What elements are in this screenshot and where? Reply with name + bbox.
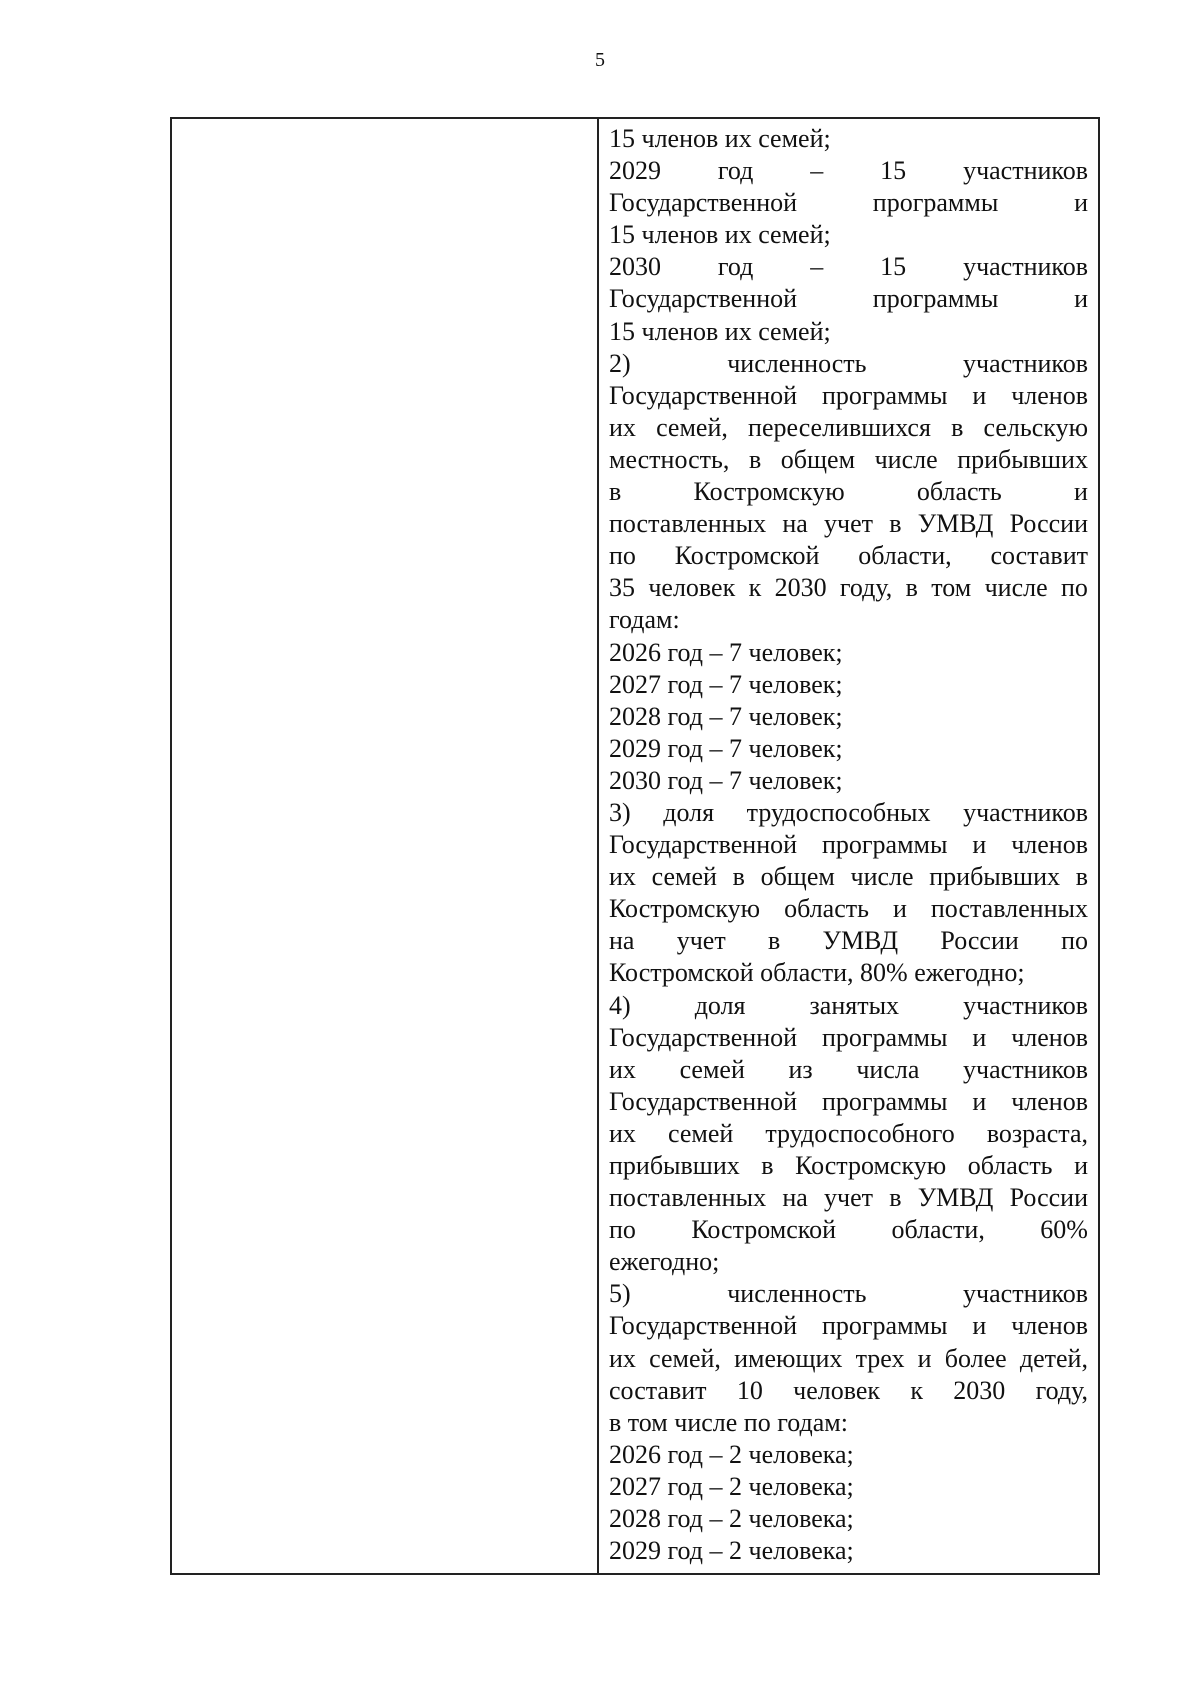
text-line [609,1278,1088,1310]
text-line: ежегодно; [609,1247,720,1277]
text-word: в [732,862,745,892]
text-word: семей, [649,1343,721,1373]
text-word: участников [963,1054,1088,1084]
text-line [609,540,1088,572]
text-line [609,1150,1088,1182]
text-line: 2029 год – 2 человека; [609,1536,854,1566]
text-word: членов [1011,1086,1088,1116]
text-line [609,1214,1088,1246]
text-word: Государственной [609,1022,798,1052]
text-word: на [609,926,635,956]
text-word: программы [821,1086,948,1116]
text-word: 2030 [953,1375,1006,1405]
text-word: и [972,1311,987,1341]
text-word: доля [694,990,746,1020]
text-word: детей, [1019,1343,1088,1373]
indicators-text [609,123,1088,1567]
text-word: к [910,1375,923,1405]
text-word: семей [651,862,717,892]
text-line [609,797,1088,829]
text-word: область [967,1151,1053,1180]
text-line [609,893,1088,925]
text-word: в [609,477,622,507]
text-word: численность [727,348,867,378]
text-line: 2029 год – 7 человек; [609,733,843,763]
text-line [609,1310,1088,1342]
text-word: имеющих [734,1343,843,1373]
text-line [609,412,1088,444]
text-line [609,1343,1088,1375]
text-word: Костромской [674,541,820,571]
text-word: и [1074,1151,1088,1180]
text-word: участников [963,348,1088,378]
text-word: на [782,1183,808,1213]
text-line [609,1182,1088,1214]
text-line [609,155,1088,187]
text-line [609,508,1088,540]
text-word: Государственной [609,188,798,218]
text-word: семей, [656,412,728,442]
text-word: по [1061,926,1088,956]
text-word: Государственной [609,830,798,860]
text-word: по [1061,573,1088,603]
text-line [609,861,1088,893]
text-word: году, [1035,1375,1088,1405]
text-word: участников [963,1279,1088,1309]
text-word: общем [780,444,856,474]
text-line [609,990,1088,1022]
text-word: 15 [880,252,907,282]
text-word: трудоспособного [765,1118,955,1148]
text-word: и [972,380,987,410]
text-word: России [1009,1183,1088,1213]
text-word: программы [821,380,948,410]
text-word: прибывших [957,444,1088,474]
text-word: их [609,1118,636,1148]
text-word: доля [663,797,715,827]
text-word: более [944,1343,1007,1373]
text-word: – [810,156,824,186]
text-word: области, [891,1215,985,1245]
text-line [609,251,1088,283]
text-line: 15 членов их семей; [609,316,831,346]
text-line [609,476,1088,508]
text-word: 5) [609,1279,631,1309]
text-word: Костромскую [693,477,845,507]
text-word: составит [609,1375,707,1405]
text-word: год [717,252,754,282]
text-word: России [940,926,1019,956]
text-word: к [748,573,762,603]
text-word: членов [1011,830,1088,860]
text-line: 2026 год – 7 человек; [609,637,843,667]
text-line [609,283,1088,315]
text-word: Государственной [609,1311,798,1341]
text-word: Костромскую [795,1151,947,1180]
text-line [609,348,1088,380]
text-word: и [892,894,907,924]
text-word: их [609,1343,636,1373]
text-word: по [609,1215,636,1245]
text-word: числе [874,444,938,474]
text-line [609,1118,1088,1150]
text-word: поставленных [609,1183,767,1213]
text-word: 3) [609,797,631,827]
text-word: и [1074,284,1088,314]
text-word: 35 [609,573,635,603]
text-word: и [1074,188,1088,218]
text-line [609,1086,1088,1118]
document-table [170,117,1100,1575]
text-line [609,572,1088,604]
text-word: учет [824,509,873,539]
text-word: прибывших [929,862,1060,892]
text-word: и [972,1022,987,1052]
text-word: числа [856,1054,920,1084]
text-word: программы [872,188,999,218]
text-line [609,380,1088,412]
text-word: их [609,412,636,442]
text-line: 2027 год – 2 человека; [609,1471,854,1501]
text-line [609,925,1088,957]
text-word: – [810,252,824,282]
text-word: программы [872,284,999,314]
text-word: 2029 [609,156,661,186]
text-word: область [784,894,869,924]
text-line [609,444,1088,476]
text-word: местность, [609,444,730,474]
text-word: в [1075,862,1088,892]
text-word: Костромской [691,1215,836,1245]
text-line: 2028 год – 7 человек; [609,701,843,731]
text-line: 2030 год – 7 человек; [609,765,843,795]
text-word: участников [963,156,1088,186]
text-line [609,1054,1088,1086]
text-word: в [889,509,902,539]
text-line [609,187,1088,219]
text-word: поставленных [609,509,767,539]
text-word: возраста, [986,1118,1088,1148]
indicators-cell [599,119,1098,1573]
text-word: том [931,573,972,603]
text-word: в [951,412,964,442]
text-word: составит [990,541,1088,571]
text-word: участников [963,252,1088,282]
text-word: участников [963,797,1088,827]
text-line: Костромской области, 80% ежегодно; [609,958,1025,988]
text-word: УМВД [822,926,899,956]
text-word: программы [821,1022,948,1052]
text-word: в [748,444,762,474]
text-word: 60% [1040,1215,1088,1245]
text-word: занятых [809,990,900,1020]
text-word: их [609,862,636,892]
text-line: годам: [609,605,680,635]
text-word: и [972,830,987,860]
text-line [609,1375,1088,1407]
text-line [609,829,1088,861]
text-word: участников [963,990,1088,1020]
text-word: трудоспособных [746,797,931,827]
text-word: учет [676,926,726,956]
text-word: числе [850,862,914,892]
text-word: 2030 [609,252,661,282]
text-line: 15 членов их семей; [609,220,831,250]
text-word: членов [1011,1311,1088,1341]
text-word: в [767,926,781,956]
text-word: человек [793,1375,881,1405]
text-word: 10 [736,1375,763,1405]
text-word: области, [858,541,952,571]
text-word: Костромскую [609,894,761,924]
text-word: 4) [609,990,631,1020]
text-word: в [761,1151,774,1180]
text-line: в том числе по годам: [609,1407,848,1437]
text-word: из [788,1054,813,1084]
text-word: человек [648,573,736,603]
text-word: трех [855,1343,905,1373]
text-word: и [1074,477,1088,507]
text-word: числе [984,573,1048,603]
text-word: и [917,1343,932,1373]
text-word: программы [821,1311,948,1341]
text-line: 15 членов их семей; [609,124,831,153]
text-line: 2026 год – 2 человека; [609,1439,854,1469]
text-word: учет [824,1183,873,1213]
text-word: 2030 [774,573,827,603]
text-word: УМВД [917,509,994,539]
text-word: УМВД [917,1183,994,1213]
text-word: в [889,1183,902,1213]
text-word: году, [839,573,893,603]
text-word: общем [760,862,835,892]
text-word: членов [1011,1022,1088,1052]
text-word: и [972,1086,987,1116]
text-line: 2027 год – 7 человек; [609,669,843,699]
text-word: по [609,541,636,571]
text-word: область [916,477,1002,507]
text-word: на [782,509,808,539]
text-word: поставленных [930,894,1088,924]
text-word: России [1009,509,1088,539]
text-word: численность [727,1279,867,1309]
text-word: прибывших [609,1151,740,1180]
text-word: семей [679,1054,745,1084]
text-line: 2028 год – 2 человека; [609,1504,854,1534]
text-word: сельскую [983,412,1088,442]
text-word: Государственной [609,1086,798,1116]
text-word: программы [821,830,948,860]
text-word: Государственной [609,284,798,314]
text-word: семей [667,1118,734,1148]
text-line [609,1022,1088,1054]
text-word: их [609,1054,636,1084]
text-word: Государственной [609,380,798,410]
empty-left-cell [172,119,599,1573]
text-word: членов [1011,380,1088,410]
text-word: переселившихся [748,412,931,442]
text-word: в [905,573,918,603]
page-number: 5 [595,49,605,71]
text-word: 15 [880,156,907,186]
text-word: год [717,156,754,186]
text-word: 2) [609,348,631,378]
